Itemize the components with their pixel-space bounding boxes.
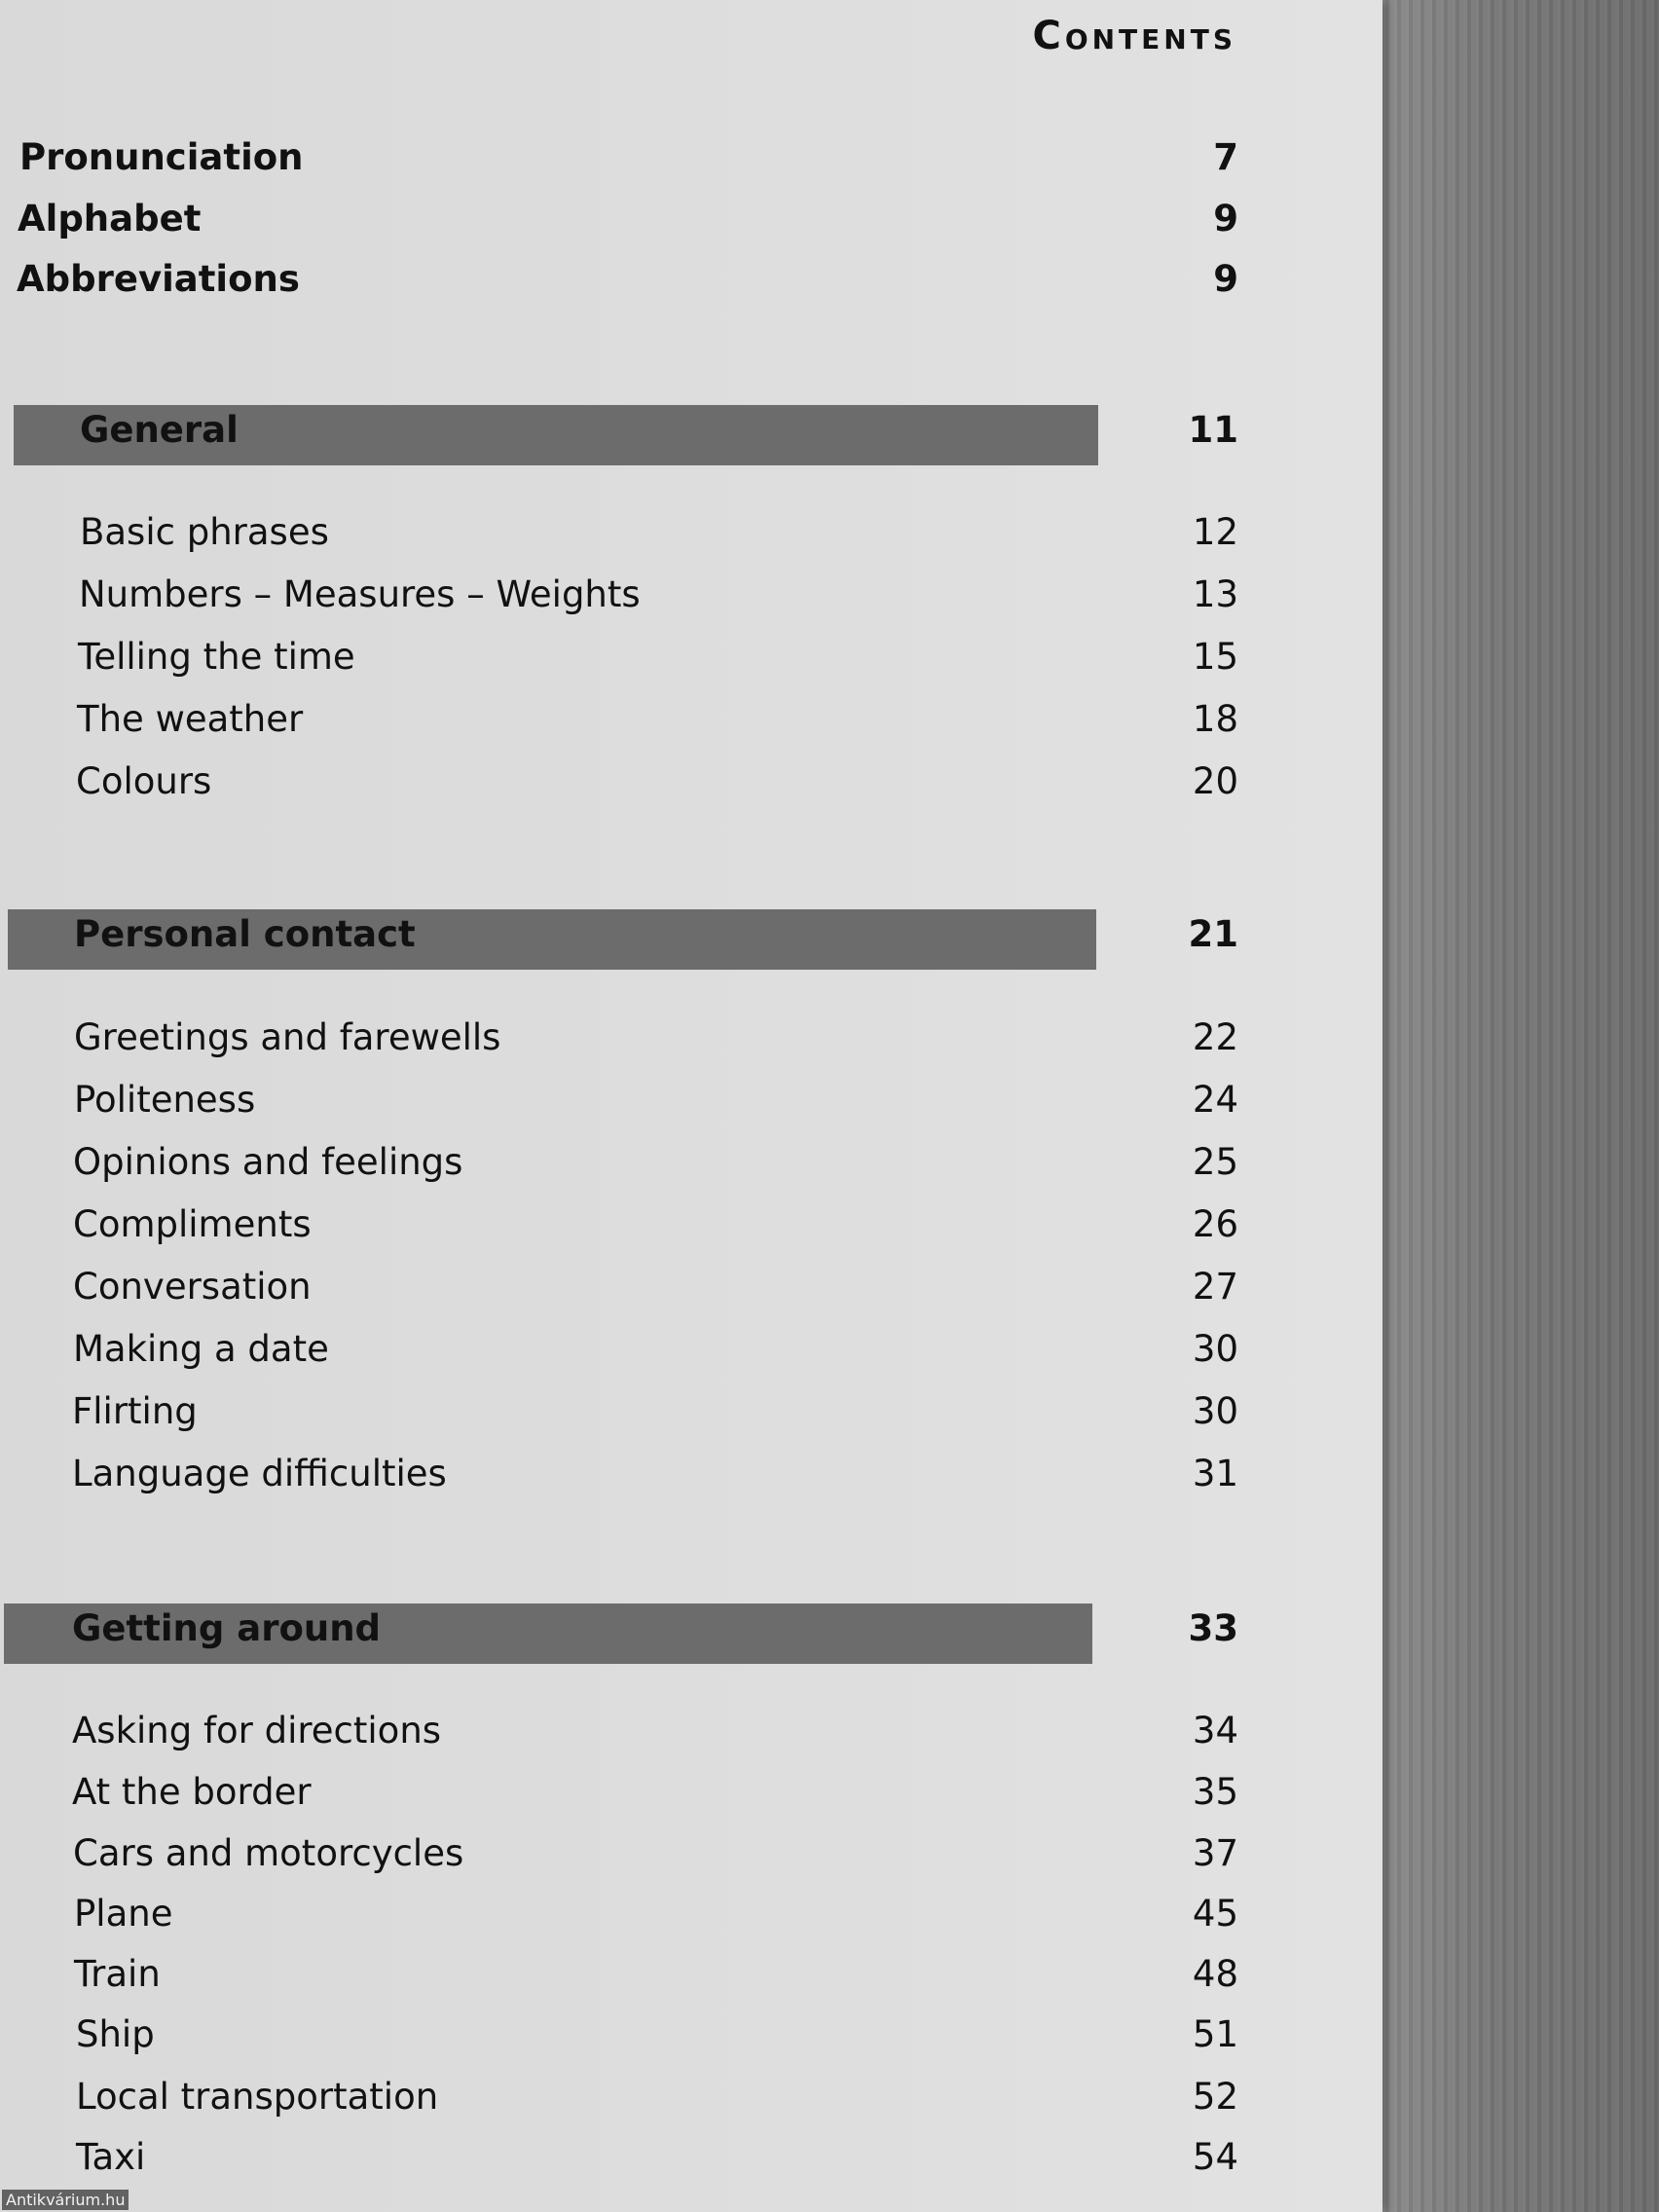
toc-item-label: Cars and motorcycles: [73, 1832, 464, 1874]
toc-entry-page: 9: [1213, 258, 1238, 300]
toc-entry: [0, 258, 1382, 316]
toc-item-label: At the border: [72, 1771, 312, 1813]
toc-item-page: 52: [1192, 2076, 1238, 2118]
toc-item-page: 13: [1192, 573, 1238, 615]
toc-item-label: Politeness: [74, 1079, 256, 1121]
toc-item-label: Making a date: [73, 1328, 329, 1370]
toc-item-label: Basic phrases: [80, 511, 329, 553]
toc-item-label: Numbers – Measures – Weights: [79, 573, 641, 615]
toc-entry: [0, 136, 1382, 195]
toc-item: [0, 760, 1382, 819]
toc-entry-page: 9: [1213, 198, 1238, 240]
section-heading-general: [0, 401, 1382, 460]
section-heading-personal-contact: [0, 905, 1382, 964]
toc-item: [0, 511, 1382, 570]
toc-item-page: 35: [1192, 1771, 1238, 1813]
toc-item: [0, 1328, 1382, 1386]
toc-item-label: Opinions and feelings: [73, 1141, 463, 1183]
toc-item-page: 26: [1192, 1203, 1238, 1245]
page-title: Contents: [1032, 14, 1236, 58]
toc-item-label: Language difficulties: [72, 1453, 447, 1494]
toc-item: [0, 573, 1382, 632]
toc-item-page: 20: [1192, 760, 1238, 802]
toc-item-label: Taxi: [76, 2136, 146, 2178]
toc-item-label: The weather: [77, 698, 304, 740]
toc-item-page: 54: [1192, 2136, 1238, 2178]
toc-item-page: 30: [1192, 1328, 1238, 1370]
toc-item-label: Flirting: [72, 1390, 198, 1432]
toc-entry-page: 7: [1213, 136, 1238, 178]
toc-item-label: Asking for directions: [72, 1710, 442, 1751]
toc-item-label: Colours: [76, 760, 212, 802]
toc-item: [0, 2076, 1382, 2134]
toc-item: [0, 1266, 1382, 1324]
section-heading-getting-around: [0, 1600, 1382, 1658]
toc-item: [0, 1141, 1382, 1199]
toc-item-label: Ship: [76, 2013, 155, 2055]
toc-item-page: 45: [1192, 1893, 1238, 1935]
toc-item: [0, 1832, 1382, 1891]
toc-item-page: 15: [1192, 636, 1238, 678]
toc-item: [0, 2013, 1382, 2072]
toc-item-page: 24: [1192, 1079, 1238, 1121]
section-title: General: [80, 409, 239, 451]
toc-item: [0, 1771, 1382, 1829]
toc-item-label: Telling the time: [78, 636, 355, 678]
toc-item-page: 27: [1192, 1266, 1238, 1308]
section-page: 11: [1188, 409, 1238, 451]
toc-item-label: Train: [74, 1953, 161, 1995]
toc-item-page: 31: [1192, 1453, 1238, 1494]
toc-item: [0, 1453, 1382, 1511]
toc-item-page: 22: [1192, 1016, 1238, 1058]
toc-item: [0, 1953, 1382, 2011]
section-page: 33: [1188, 1607, 1238, 1649]
toc-entry-label: Pronunciation: [19, 136, 304, 178]
section-title: Getting around: [72, 1607, 382, 1649]
toc-item: [0, 1390, 1382, 1449]
toc-item-label: Compliments: [73, 1203, 312, 1245]
section-page: 21: [1188, 913, 1238, 955]
toc-item-page: 48: [1192, 1953, 1238, 1995]
toc-item-page: 25: [1192, 1141, 1238, 1183]
toc-item-page: 37: [1192, 1832, 1238, 1874]
toc-item: [0, 1203, 1382, 1262]
toc-item: [0, 1016, 1382, 1075]
toc-item: [0, 1079, 1382, 1137]
toc-item: [0, 636, 1382, 694]
toc-item-page: 12: [1192, 511, 1238, 553]
toc-item: [0, 1893, 1382, 1951]
toc-entry-label: Abbreviations: [17, 258, 300, 300]
toc-item-label: Conversation: [73, 1266, 312, 1308]
toc-item: [0, 698, 1382, 756]
toc-entry: [0, 198, 1382, 256]
toc-item-page: 30: [1192, 1390, 1238, 1432]
toc-entry-label: Alphabet: [18, 198, 202, 240]
section-title: Personal contact: [74, 913, 416, 955]
watermark: Antikvárium.hu: [2, 2190, 129, 2210]
toc-item: [0, 1710, 1382, 1768]
toc-item-page: 34: [1192, 1710, 1238, 1751]
toc-item: [0, 2136, 1382, 2194]
toc-item-page: 18: [1192, 698, 1238, 740]
toc-item-page: 51: [1192, 2013, 1238, 2055]
toc-item-label: Plane: [74, 1893, 173, 1935]
toc-item-label: Local transportation: [76, 2076, 439, 2118]
toc-item-label: Greetings and farewells: [74, 1016, 501, 1058]
book-binding-background: [1382, 0, 1659, 2212]
